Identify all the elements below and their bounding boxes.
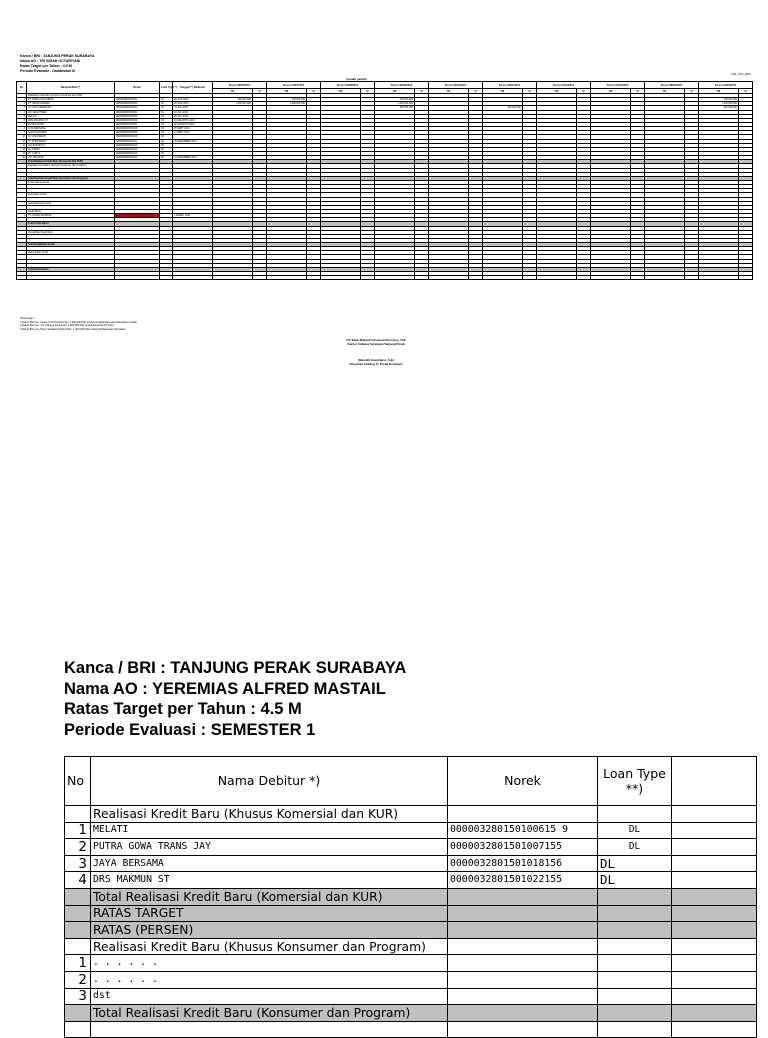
mini-col-pct: %	[415, 89, 429, 94]
mini-col-period: Posisi 31/12/2014	[537, 82, 591, 89]
mini-cell-no: 10	[17, 135, 27, 139]
mini-cell-tanggal: 30 AGUSTUS 2014	[173, 122, 213, 126]
table-row	[65, 988, 757, 1005]
mini-cell-no: 12	[17, 143, 27, 147]
mini-col-os: OS	[645, 89, 685, 94]
cell-norek	[448, 955, 598, 972]
mini-note-line: 3 Rekor Baru an. Niscy Sarahtera Rahmil Rp. 1.000.000.000 usaha Perdagangan Sembako	[20, 327, 126, 331]
cell-extra	[672, 839, 757, 856]
mini-cell-nama: CV. ANUGERAH	[27, 135, 115, 139]
mini-cell	[115, 276, 160, 280]
mini-cell-no: 14	[17, 151, 27, 155]
mini-col-os: OS	[321, 89, 361, 94]
mini-col-tanggal: Tanggal **) Realisasi	[173, 82, 213, 94]
kanca-title: Kanca / BRI : TANJUNG PERAK SURABAYA	[64, 659, 407, 677]
total-label: Total Realisasi Kredit Baru (Komersial dan KUR)	[91, 888, 448, 905]
cell-empty	[672, 1021, 757, 1038]
mini-cell-loan: DL	[160, 156, 173, 160]
mini-cell-norek: 0000032801501010	[115, 135, 160, 139]
table-row	[65, 839, 757, 856]
cell-nama-debitur: DRS MAKMUN ST	[91, 872, 448, 889]
mini-cell-no: 9	[17, 131, 27, 135]
cell-extra	[672, 988, 757, 1005]
ratas-target: Ratas Target per Tahun : 4.5 M	[64, 700, 302, 718]
table-row	[65, 971, 757, 988]
cell-no: 2	[65, 839, 91, 856]
mini-cell-no: 2	[17, 102, 27, 106]
mini-cell-label: Pertumbuhan Kredit	[27, 180, 115, 184]
mini-cell	[469, 276, 483, 280]
mini-cell-norek: 0000032801501009	[115, 131, 160, 135]
mini-signature-name	[316, 358, 436, 366]
mini-cell	[429, 276, 469, 280]
mini-col-os: OS	[483, 89, 523, 94]
mini-cell-norek: 0000032801501011	[115, 139, 160, 143]
table-row	[65, 806, 757, 823]
mini-cell-no: 7	[17, 122, 27, 126]
mini-cell-tanggal: 10 SEPT 2014	[173, 131, 213, 135]
mini-header	[20, 54, 95, 74]
cell-nama-debitur: PUTRA GOWA TRANS JAY	[91, 839, 448, 856]
cell-extra	[672, 955, 757, 972]
mini-notes	[20, 317, 137, 331]
mini-cell-loan: DL	[160, 102, 173, 106]
cell-no	[65, 1005, 91, 1022]
cell-loan-type	[598, 806, 672, 823]
mini-header-row	[17, 82, 753, 89]
cell-norek: 000003280150100615 9	[448, 822, 598, 839]
mini-cell-loan: DL	[160, 118, 173, 122]
mini-col-pct: %	[523, 89, 537, 94]
mini-cell-os: 750.000.000	[375, 98, 415, 102]
cell-empty	[598, 1021, 672, 1038]
mini-cell-nama: PT. GRAHA MANDIRI	[27, 214, 115, 218]
cell-extra	[672, 806, 757, 823]
mini-cell-os: 750.000.000	[213, 98, 253, 102]
mini-cell-os: 1.000.000.000	[267, 102, 307, 106]
cell-loan-type: DL	[598, 855, 672, 872]
cell-no: 1	[65, 955, 91, 972]
mini-cell-norek: 0000032801501022	[115, 118, 160, 122]
mini-cell-nama: KARYA MANDIRI	[27, 131, 115, 135]
mini-cell-loan: DL	[160, 143, 173, 147]
mini-col-period: Posisi 31/03/2015	[699, 82, 753, 89]
mini-col-period: Posisi 31/10/2014	[429, 82, 483, 89]
mini-cell	[699, 276, 739, 280]
cell-no	[65, 938, 91, 955]
mini-cell-tanggal: 15 JULI 2014	[173, 110, 213, 114]
mini-cell-label: Pelunasan Kredit	[27, 193, 115, 197]
cell-loan-type: DL	[598, 822, 672, 839]
mini-cell	[523, 276, 537, 280]
mini-cell-os: 750.000.000	[267, 98, 307, 102]
mini-cell-label: Total Pengalihan Kredit	[27, 243, 115, 247]
mini-cell-no: 15	[17, 156, 27, 160]
mini-cell	[160, 276, 173, 280]
cell-norek	[448, 1005, 598, 1022]
mini-cell-label: Pengalihan Kredit Baru	[27, 230, 115, 234]
cell-no	[65, 905, 91, 922]
cell-nama-debitur: dst	[91, 988, 448, 1005]
cell-extra	[672, 1005, 757, 1022]
mini-cell-nama: PT. SINAR TERANG	[27, 102, 115, 106]
mini-cell-label: Restrukturisasi Kredit	[27, 201, 115, 205]
cell-loan-type	[598, 888, 672, 905]
mini-cell	[631, 276, 645, 280]
mini-cell-nama: CV. MITRA	[27, 147, 115, 151]
mini-col-period: Posisi 31/07/2014	[267, 82, 321, 89]
ao-name: Nama AO : YEREMIAS ALFRED MASTAIL	[64, 679, 386, 698]
mini-col-os: OS	[699, 89, 739, 94]
mini-cell-label: Pemindahan Kredit	[27, 251, 115, 255]
table-row	[65, 1021, 757, 1038]
cell-empty	[91, 1021, 448, 1038]
mini-cell-nama: UD. MAKMUR	[27, 156, 115, 160]
mini-cell-norek: 0000032801501007	[115, 122, 160, 126]
cell-extra	[672, 872, 757, 889]
mini-col-period: Posisi 30/06/2014	[213, 82, 267, 89]
table-row	[65, 955, 757, 972]
table-row	[65, 922, 757, 939]
mini-col-period: Posisi 30/09/2014	[375, 82, 429, 89]
table-row	[65, 905, 757, 922]
table-row	[65, 855, 757, 872]
mini-cell-os: 1.000.000.000	[375, 102, 415, 106]
mini-cell	[685, 276, 699, 280]
cell-loan-type	[598, 922, 672, 939]
table-row	[65, 938, 757, 955]
mini-cell-loan: DL	[160, 135, 173, 139]
cell-loan-type	[598, 905, 672, 922]
table-row	[65, 1005, 757, 1022]
mini-cell-os: 500.000.000	[699, 106, 739, 110]
cell-norek	[448, 905, 598, 922]
mini-col-period: Posisi 30/11/2014	[483, 82, 537, 89]
mini-sign-line: PT. Bank Rakyat Indonesia (Persero), Tbk	[346, 338, 406, 342]
col-header-loan-type: Loan Type **)	[598, 757, 672, 806]
mini-table-row	[17, 276, 753, 280]
cell-extra	[672, 888, 757, 905]
mini-cell	[253, 276, 267, 280]
mini-cell-norek: 0000032801501018	[115, 127, 160, 131]
mini-cell-loan: DL	[160, 110, 173, 114]
mini-cell	[267, 276, 307, 280]
mini-cell-nama: DRS MAKMUN ST	[27, 118, 115, 122]
mini-cell-no: 8	[17, 127, 27, 131]
mini-col-norek: Norek	[115, 82, 160, 94]
cell-norek: 0000032801501007155	[448, 839, 598, 856]
cell-empty	[65, 1021, 91, 1038]
mini-cell-tanggal: 28 JUNI 2014	[173, 98, 213, 102]
mini-cell-norek: 0000032801501002	[115, 102, 160, 106]
mini-cell	[27, 276, 115, 280]
mini-cell-tanggal: 15 JULI 2014	[173, 106, 213, 110]
cell-norek	[448, 806, 598, 823]
mini-header-line: Nama AO : TRI INDAH OCTARIYANI	[20, 59, 81, 63]
mini-unit-label: (rupiah penuh)	[346, 77, 367, 81]
mini-cell-nama: PT. SURYA	[27, 151, 115, 155]
mini-cell-norek: 0000032801501014	[115, 151, 160, 155]
cell-no: 3	[65, 988, 91, 1005]
mini-col-pct: %	[469, 89, 483, 94]
cell-norek: 0000032801501022155	[448, 872, 598, 889]
mini-cell-norek: 0000032801501013	[115, 147, 160, 151]
mini-cell	[739, 276, 753, 280]
cell-loan-type	[598, 988, 672, 1005]
table-row	[65, 822, 757, 839]
mini-cell-label: Total Kredit Macet	[27, 222, 115, 226]
mini-col-no: No	[17, 82, 27, 94]
col-header-extra	[672, 757, 757, 806]
mini-cell-tanggal: 20 JULI 2014	[173, 114, 213, 118]
mini-col-pct: %	[739, 89, 753, 94]
mini-cell-loan: DL	[160, 151, 173, 155]
mini-cell-os: 1.000.000.000	[213, 102, 253, 106]
mini-col-pct: %	[253, 89, 267, 94]
mini-cell	[577, 276, 591, 280]
mini-cell-label: Total Realisasi Kredit Baru (Komersial dan KUR)	[27, 160, 115, 164]
mini-cell-no: 5	[17, 114, 27, 118]
mini-cell-no: 11	[17, 139, 27, 143]
mini-cell	[213, 276, 253, 280]
mini-col-pct: %	[685, 89, 699, 94]
mini-date-label: 001_T10_003	[731, 72, 750, 76]
cell-no: 4	[65, 872, 91, 889]
cell-no	[65, 888, 91, 905]
mini-col-os: OS	[213, 89, 253, 94]
mini-cell-os: 500.000.000	[483, 106, 523, 110]
mini-cell	[173, 276, 213, 280]
mini-cell-loan: DL	[160, 106, 173, 110]
mini-cell-no: 3	[17, 106, 27, 110]
mini-cell-tanggal: 31 AGUSTUS 2014	[173, 118, 213, 122]
mini-cell-no: 13	[17, 147, 27, 151]
mini-col-period: Posisi 28/02/2015	[645, 82, 699, 89]
table-row	[65, 888, 757, 905]
cell-extra	[672, 971, 757, 988]
mini-cell-label: Total Realisasi Kredit Baru (Konsumer dan Program)	[27, 176, 115, 180]
mini-signature-bank	[316, 338, 436, 346]
mini-col-nama: Nama Debitur *)	[27, 82, 115, 94]
mini-col-os: OS	[537, 89, 577, 94]
col-header-no: No	[65, 757, 91, 806]
mini-cell-norek: 0000032801501012	[115, 143, 160, 147]
mini-note-line: Keterangan :	[20, 317, 35, 320]
mini-col-os: OS	[267, 89, 307, 94]
mini-col-pct: %	[577, 89, 591, 94]
mini-cell-no: 1	[17, 214, 27, 218]
cell-loan-type: DL	[598, 839, 672, 856]
mini-cell-label: Realisasi Kredit Baru (Khusus Konsumer dan Program)	[27, 164, 115, 168]
mini-cell-no: 6	[17, 118, 27, 122]
total-label: RATAS TARGET	[91, 905, 448, 922]
cell-loan-type	[598, 971, 672, 988]
mini-cell-os: 750.000.000	[699, 98, 739, 102]
mini-cell-no: 4	[17, 110, 27, 114]
mini-note-line: 1 Rekor Baru an. Lucas Yudy Prayoko Rp. 1.200.000.000 usaha perdagangan alat (Pelunasan Kredit)	[20, 320, 137, 324]
mini-cell-nama: JAYA BERSAMA	[27, 127, 115, 131]
total-label: Total Realisasi Kredit Baru (Konsumer dan Program)	[91, 1005, 448, 1022]
section-label: Realisasi Kredit Baru (Khusus Konsumer dan Program)	[91, 938, 448, 955]
mini-cell-nama: PUTRA GOWA	[27, 122, 115, 126]
mini-cell-norek: 0000032801501004	[115, 110, 160, 114]
mini-cell-os: 1.000.000.000	[699, 102, 739, 106]
table-row	[65, 872, 757, 889]
mini-note-line: 2 Rekor Baru an. CV. Cahaya Karina Rp. 1.000.000.000 usaha konveksi (Ulurnal)	[20, 324, 114, 328]
mini-cell-loan: DL	[160, 122, 173, 126]
cell-nama-debitur: JAYA BERSAMA	[91, 855, 448, 872]
mini-cell-nama: PT. PRIMA JAYA ABADI	[27, 98, 115, 102]
mini-cell-loan: DL	[160, 139, 173, 143]
mini-col-pct: %	[307, 89, 321, 94]
mini-cell-no: 1	[17, 98, 27, 102]
mini-header-line: Ratas Target per Tahun : 4.5 M	[20, 64, 72, 68]
cell-norek	[448, 888, 598, 905]
cell-no	[65, 806, 91, 823]
cell-nama-debitur: MELATI	[91, 822, 448, 839]
mini-cell-tanggal: 31 DESEMBER 2014	[173, 156, 213, 160]
mini-cell-label: Realisasi Kredit Baru (Khusus Komersial dan KUR)	[27, 94, 115, 98]
col-header-nama: Nama Debitur *)	[91, 757, 448, 806]
col-header-norek: Norek	[448, 757, 598, 806]
mini-col-pct: %	[631, 89, 645, 94]
mini-sign-line: Pimpinan Cabang Tj. Perak Surabaya	[349, 362, 403, 366]
mini-col-os: OS	[375, 89, 415, 94]
mini-cell-loan: DL	[160, 114, 173, 118]
cell-nama-debitur: . . . . . .	[91, 971, 448, 988]
total-label: RATAS (PERSEN)	[91, 922, 448, 939]
cell-no: 2	[65, 971, 91, 988]
cell-norek: 0000032801501018156	[448, 855, 598, 872]
periode-evaluasi: Periode Evaluasi : SEMESTER 1	[64, 720, 316, 739]
mini-sign-line: Kantor Cabang Surabaya Tanjung Perak	[347, 342, 405, 346]
mini-cell-norek: 0000032801501006	[115, 114, 160, 118]
mini-cell-norek: 0000032801501015	[115, 156, 160, 160]
mini-cell-tanggal: 05 DESEMBER 2014	[173, 139, 213, 143]
mini-header-line: Periode Evaluasi : Catatwulan III	[20, 69, 76, 73]
cell-extra	[672, 922, 757, 939]
mini-cell	[361, 276, 375, 280]
cell-loan-type	[598, 938, 672, 955]
mini-cell-tanggal: 05 SEPT 2014	[173, 127, 213, 131]
mini-col-loan: Loan Type **)	[160, 82, 173, 94]
cell-extra	[672, 938, 757, 955]
mini-cell	[17, 276, 27, 280]
cell-extra	[672, 905, 757, 922]
cell-loan-type	[598, 1005, 672, 1022]
cell-extra	[672, 855, 757, 872]
cell-norek	[448, 938, 598, 955]
mini-cell	[415, 276, 429, 280]
mini-cell	[537, 276, 577, 280]
mini-cell-nama: MELATI	[27, 114, 115, 118]
mini-cell-os: 500.000.000	[375, 106, 415, 110]
mini-col-os: OS	[591, 89, 631, 94]
mini-cell	[375, 276, 415, 280]
cell-no	[65, 922, 91, 939]
mini-cell-nama: CV. MAJU BERSAMA	[27, 106, 115, 110]
mini-col-pct: %	[361, 89, 375, 94]
mini-cell-tanggal: 5 MARET 2014	[173, 214, 213, 218]
mini-cell	[321, 276, 361, 280]
mini-cell-label: Total Pemindahan	[27, 267, 115, 271]
cell-no: 1	[65, 822, 91, 839]
cell-norek	[448, 988, 598, 1005]
mini-cell	[483, 276, 523, 280]
debitur-table	[64, 756, 757, 1038]
mini-cell-loan: DL	[160, 147, 173, 151]
mini-cell-loan: DL	[160, 131, 173, 135]
mini-cell-nama: UD. BAROKAH	[27, 143, 115, 147]
cell-empty	[448, 1021, 598, 1038]
mini-cell-tanggal: 28 JUNI 2014	[173, 102, 213, 106]
mini-spreadsheet	[16, 54, 752, 374]
mini-cell-norek: 0000032801501003	[115, 106, 160, 110]
cell-loan-type: DL	[598, 872, 672, 889]
mini-cell	[307, 276, 321, 280]
mini-cell-label: Kredit Macet	[27, 209, 115, 213]
cell-loan-type	[598, 955, 672, 972]
mini-col-period: Posisi 31/08/2014	[321, 82, 375, 89]
mini-cell-loan: DL	[160, 127, 173, 131]
cell-norek	[448, 922, 598, 939]
mini-table	[16, 81, 753, 280]
mini-sign-line: (Masidhi Gunaharto, S.E)	[358, 358, 394, 362]
mini-cell	[591, 276, 631, 280]
report-header	[64, 658, 406, 740]
mini-cell-nama: UD. SEJAHTERA	[27, 110, 115, 114]
mini-col-period: Posisi 31/01/2015	[591, 82, 645, 89]
cell-no: 3	[65, 855, 91, 872]
mini-header-line: Kanca / BRI : TANJUNG PERAK SURABAYA	[20, 54, 95, 58]
mini-cell	[645, 276, 685, 280]
cell-nama-debitur: . . . . . .	[91, 955, 448, 972]
mini-cell-loan: DL	[160, 98, 173, 102]
section-label: Realisasi Kredit Baru (Khusus Komersial dan KUR)	[91, 806, 448, 823]
table-header-row	[65, 757, 757, 806]
mini-col-os: OS	[429, 89, 469, 94]
mini-cell-nama: PT. BUMI INDAH	[27, 139, 115, 143]
cell-norek	[448, 971, 598, 988]
cell-extra	[672, 822, 757, 839]
mini-cell-norek: 0000032801501001	[115, 98, 160, 102]
